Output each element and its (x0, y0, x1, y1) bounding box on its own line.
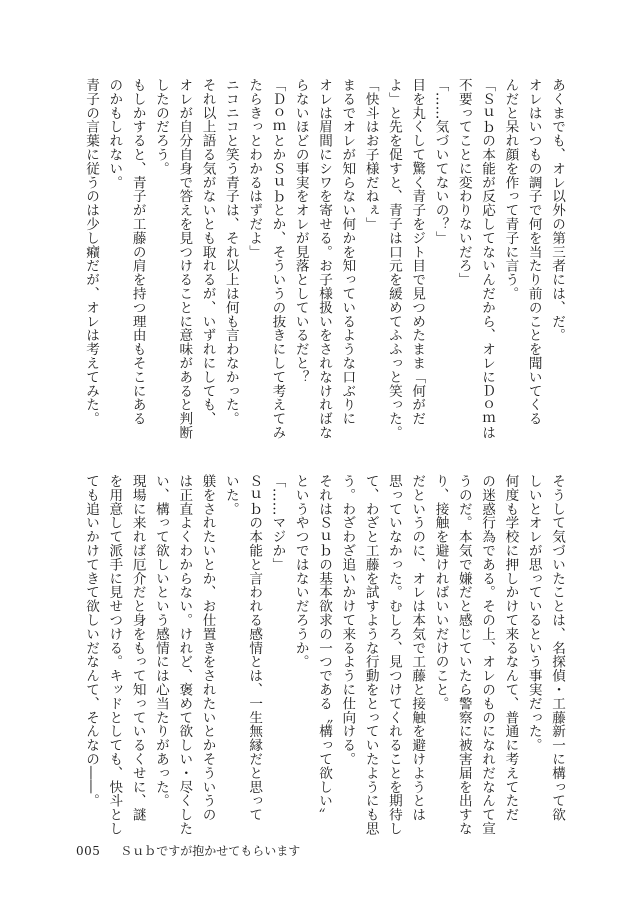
text-line: らないほどの事実をオレが見落としているだと？ (292, 78, 309, 384)
text-line: 目を丸くして驚く青子をジト目で見つめたまま「何がだ (409, 78, 426, 426)
running-title: Ｓｕｂですが抱かせてもらいます (120, 844, 301, 858)
text-line: 「快斗はお子様だねぇ」 (362, 78, 379, 231)
page-number: 005 (76, 844, 101, 858)
text-line: 青子の言葉に従うのは少し癪だが、オレは考えてみた。 (83, 78, 100, 426)
text-line: ニコニコと笑う青子は、それ以上は何も言わなかった。 (222, 78, 239, 426)
text-line: たらきっとわかるはずだよ」 (246, 78, 263, 259)
text-line: は正直よくわからない。けれど、褒めて欲しい・尽くした (176, 474, 193, 836)
page-footer (76, 842, 300, 859)
text-line: Ｓｕｂの本能と言われる感情とは、一生無縁だと思って (246, 474, 263, 822)
text-line: というやつではないだろうか。 (292, 474, 309, 669)
text-line: いた。 (222, 474, 239, 516)
text-line: オレはいつもの調子で何を当たり前のことを聞いてくる (525, 78, 542, 426)
text-line: あくまでも、オレ以外の第三者には、だ。 (549, 78, 565, 343)
text-line: 「……マジか」 (269, 474, 286, 572)
text-line: 躾をされたいとか、お仕置きをされたいとかそういうの (199, 474, 216, 822)
text-line: を用意して派手に見せつける。キッドとしても、快斗とし (106, 474, 123, 836)
text-line: 思っていなかった。むしろ、見つけてくれることを期待し (385, 474, 402, 836)
text-line: い、構って欲しいという感情には心当たりがあった。 (152, 474, 169, 808)
text-line: よ」と先を促すと、青子は口元を緩めてふふっと笑った。 (385, 78, 402, 440)
text-line: んだと呆れ顔を作って青子に言う。 (502, 78, 519, 301)
text-line: 「Ｓｕｂの本能が反応してないんだから、オレにＤｏｍは (479, 78, 496, 440)
text-line: オレは眉間にシワを寄せる。お子様扱いをされなければな (316, 78, 333, 440)
upper-text-block (83, 78, 568, 458)
text-line: だというのに、オレは本気で工藤と接触を避けようとは (409, 474, 426, 822)
text-line: 何度も学校に押しかけて来るなんて、普通に考えてただ (502, 474, 519, 822)
text-line: のかもしれない。 (106, 78, 123, 190)
text-line: うのだ。本気で嫌だと感じていたら警察に被害届を出すな (455, 474, 472, 836)
text-line: 「……気づいてないの？」 (432, 78, 449, 245)
text-line: しいとオレが思っているという事実だった。 (525, 474, 542, 752)
text-line: て、わざと工藤を試すような行動をとっていたようにも思 (362, 474, 379, 836)
text-line: もしかすると、青子が工藤の肩を持つ理由もそこにある (129, 78, 146, 426)
text-line: そうして気づいたことは、名探偵・工藤新一に構って欲 (549, 474, 565, 822)
text-line: う。わざわざ追いかけて来るように仕向ける。 (339, 474, 356, 766)
text-line: 「ＤｏｍとかＳｕｂとか、そういうの抜きにして考えてみ (269, 78, 286, 440)
text-line: まるでオレが知らない何かを知っているような口ぶりに (339, 78, 356, 426)
text-line: したのだろう。 (152, 78, 169, 176)
text-line: オレが自分自身で答えを見つけることに意味があると判断 (176, 78, 193, 440)
text-line: それはＳｕｂの基本欲求の一つである〝構って欲しい〟 (316, 474, 333, 822)
text-line: ても追いかけてきて欲しいだなんて、そんなの――。 (83, 474, 100, 808)
text-line: 現場に来れば厄介だと身をもって知っているくせに、謎 (129, 474, 146, 822)
text-line: り、接触を避ければいいだけのこと。 (432, 474, 449, 711)
text-line: 不要ってことに変わりないだろ」 (455, 78, 472, 287)
text-line: の迷惑行為である。その上、オレのものになれだなんて宣 (479, 474, 496, 836)
text-line: それ以上語る気がないとも取れるが、いずれにしても、 (199, 78, 216, 426)
